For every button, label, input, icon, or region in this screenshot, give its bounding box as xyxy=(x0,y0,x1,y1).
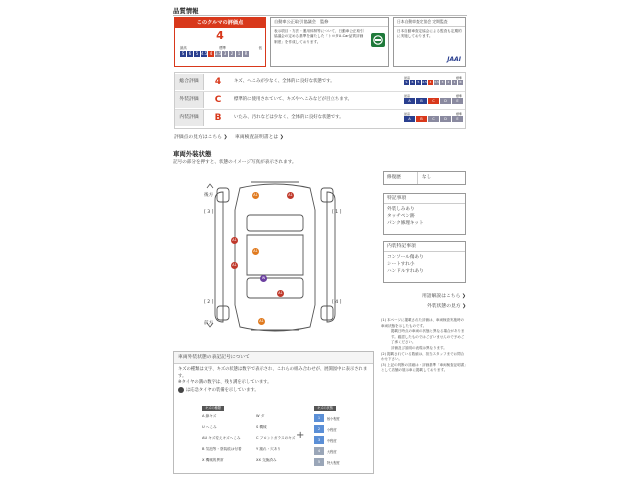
scale-cell: S xyxy=(405,80,408,84)
row-scale xyxy=(404,94,463,104)
inspection-cert-link[interactable]: 車両検査証明書とは ❯ xyxy=(235,135,284,140)
kind-item: B 気泡等・塗装痕は付着 xyxy=(202,447,242,451)
scale-cell: 5 xyxy=(417,80,420,84)
label-side-2: [ 2 ] xyxy=(204,300,214,305)
jaaa-seal-icon xyxy=(371,33,385,47)
scale-cell: S xyxy=(181,51,185,56)
scale-cell-active: 4 xyxy=(429,80,432,84)
spare-tire-icon xyxy=(178,387,184,393)
scale-cell: 3.5 xyxy=(434,80,439,84)
note-line: (3) 上記の判断の詳細は・評価基準「車両検査証明書」として店舗の展示車に掲載しております。 xyxy=(381,362,466,373)
scale-low-label: 低 xyxy=(258,46,262,50)
scale-cell: E xyxy=(452,98,463,104)
levels-table xyxy=(314,406,354,466)
damage-marker[interactable]: A1 xyxy=(259,319,264,323)
level-text: 小程度 xyxy=(327,427,337,432)
label-side-3: [ 3 ] xyxy=(204,210,214,215)
jaai-title: 日本自動車査定協会 定期監査 xyxy=(394,18,465,27)
interior-item: ハンドルすれあり xyxy=(387,269,424,274)
rating-title: このクルマの評価点 xyxy=(175,18,265,28)
repair-label: 修復歴 xyxy=(384,172,418,184)
legend-title: 車両外装状態の表記記号について xyxy=(174,352,373,364)
level-text: 極小程度 xyxy=(327,416,340,421)
kind-item: U へこみ xyxy=(202,425,217,429)
scale-cell: C xyxy=(428,116,439,122)
kind-item: Y 割れ・穴あり xyxy=(256,447,281,451)
interior-item: シートすれ小 xyxy=(387,262,415,267)
row-text: 標準的に使用されていて、キズやへこみなどが目立ちます。 xyxy=(234,97,353,102)
scale-cell: A xyxy=(404,116,415,122)
scale-cell: E xyxy=(452,116,463,122)
kind-item: W ダ xyxy=(256,414,265,418)
row-grade: B xyxy=(214,113,222,123)
damage-marker[interactable]: A1 xyxy=(232,238,237,242)
interior-notes-box xyxy=(383,241,466,283)
scale-cell: 1 xyxy=(453,80,456,84)
label-side-4: [ 4 ] xyxy=(332,300,342,305)
scale-cell: 3 xyxy=(441,80,444,84)
plus-icon: + xyxy=(296,430,305,441)
level-text: 大程度 xyxy=(327,449,337,454)
legend-note: は応急タイヤの装備を示しています。 xyxy=(186,387,259,393)
scale-cell: A xyxy=(404,98,415,104)
note-line: 評価及び説明の表現は異なります。 xyxy=(391,345,447,350)
scale-cell: R xyxy=(244,51,248,56)
label-side-1: [ 1 ] xyxy=(332,210,342,215)
interior-title: 内装特記事項 xyxy=(384,242,465,252)
kind-item: X 機械的異常 xyxy=(202,458,224,462)
rating-box xyxy=(174,17,266,67)
row-label: 総合評価 xyxy=(175,74,204,90)
repair-history-box xyxy=(383,171,466,185)
scale-cell: 2 xyxy=(230,51,234,56)
damage-marker[interactable]: A1 xyxy=(253,193,258,197)
scale-top-label: 最高 xyxy=(404,94,411,98)
kinds-header: キズの種類 xyxy=(202,406,224,411)
exterior-subtext: 記号の部分を押すと、状態のイメージ写真が表示されます。 xyxy=(173,160,297,165)
glossary-link[interactable]: 用語解説はこちら ❯ xyxy=(422,294,466,299)
scale-cell: 3.5 xyxy=(215,51,222,56)
row-text: いたみ、汚れなどは少なく、全体的に良好な状態です。 xyxy=(234,115,344,120)
scale-cell: 6 xyxy=(188,51,192,56)
kind-item: AU キズ変えキズへこみ xyxy=(202,436,241,440)
row-grade: C xyxy=(214,95,222,105)
scale-cell: 6 xyxy=(411,80,414,84)
scale-cell: 4.5 xyxy=(422,80,427,84)
level-number: 1 xyxy=(314,414,324,422)
rating-guide-link[interactable]: 評価点の見方はこちら ❯ xyxy=(174,135,228,140)
scale-cell: 5 xyxy=(195,51,199,56)
note-line: 掲載日時点の車両の状態と異なる場合があります。確認したものではございませんので予めご了承ください。 xyxy=(391,329,465,345)
jaai-text: 日本自動車査定協会による監査も定期的に実施しております。 xyxy=(397,29,462,39)
damage-marker[interactable]: W xyxy=(261,276,266,280)
scale-mid-label: 標準 xyxy=(455,76,462,80)
scale-mid-label: 標準 xyxy=(455,112,462,116)
jaaa-box xyxy=(270,17,389,67)
level-number: 2 xyxy=(314,425,324,433)
car-diagram xyxy=(195,180,355,335)
levels-header: キズの状態 xyxy=(314,406,336,411)
jaaa-title: 自動車公正取引協議会 監修 xyxy=(271,18,388,27)
level-number: 3 xyxy=(314,436,324,444)
jaai-logo: JAAI xyxy=(447,56,461,63)
row-scale xyxy=(404,76,463,85)
scale-cell: 4.5 xyxy=(201,51,208,56)
row-grade: 4 xyxy=(214,77,222,87)
exterior-heading: 車両外装状態 xyxy=(173,150,212,158)
scale-cell-active: 4 xyxy=(209,51,213,56)
repair-value: なし xyxy=(422,175,432,180)
kinds-table xyxy=(202,406,310,470)
level-number: 4 xyxy=(314,447,324,455)
kind-item: XX 交換済み xyxy=(256,458,277,462)
damage-marker[interactable]: A1 xyxy=(278,291,283,295)
exterior-guide-link[interactable]: 外装状態の見方 ❯ xyxy=(427,304,467,309)
special-item: パンク修理キット xyxy=(387,221,424,226)
note-line: (1) 本ページに掲載された評価は、車両検査実施時の車両状態を示したものです。 xyxy=(381,318,464,328)
kind-item: S 機械 xyxy=(256,425,267,429)
scale-cell: 2 xyxy=(447,80,450,84)
scale-top-label: 最高 xyxy=(404,76,411,80)
quality-heading: 品質情報 xyxy=(173,7,199,15)
damage-marker[interactable]: A1 xyxy=(253,249,258,253)
damage-marker[interactable]: A1 xyxy=(232,263,237,267)
label-rear: 後方 xyxy=(204,193,214,198)
rating-scale xyxy=(180,51,250,57)
kind-item: C フロントガラスのキズ xyxy=(256,436,296,440)
scale-cell: D xyxy=(440,98,451,104)
note-line: (2) 掲載されている数値は、担当スタッフまでお問合わせ下さい。 xyxy=(381,351,465,362)
legend-text: キズの種類は文字、キズの状態は数字で表示され、これらの組み合わせが、展開図中に表示されます。 ※タイヤの溝の数字は、残り溝を示しています。 xyxy=(178,367,368,386)
scale-cell-active: C xyxy=(428,98,439,104)
car-outline xyxy=(195,180,355,335)
row-label: 外装評価 xyxy=(175,92,204,108)
scale-cell-active: B xyxy=(416,116,427,122)
row-label: 内装評価 xyxy=(175,110,204,126)
scale-cell: R xyxy=(459,80,462,84)
scale-top-label: 最高 xyxy=(180,46,187,50)
notes xyxy=(381,318,467,374)
interior-item: コンソール傷あり xyxy=(387,255,424,260)
scale-cell: B xyxy=(416,98,427,104)
scale-mid-label: 標準 xyxy=(455,94,462,98)
special-title: 特記事項 xyxy=(384,194,465,204)
special-item: タッチペン跡 xyxy=(387,214,415,219)
scale-mid-label: 標準 xyxy=(219,46,227,50)
damage-marker[interactable]: A1 xyxy=(288,193,293,197)
level-number: 5 xyxy=(314,458,324,466)
row-scale xyxy=(404,112,463,122)
special-notes-box xyxy=(383,193,466,235)
label-front: 前方 xyxy=(204,321,214,326)
special-item: 外装しみあり xyxy=(387,207,415,212)
scale-cell: 1 xyxy=(237,51,241,56)
scale-top-label: 最高 xyxy=(404,112,411,116)
legend-box xyxy=(173,351,374,474)
section-divider xyxy=(173,15,467,16)
rating-score: 4 xyxy=(216,29,224,42)
level-text: 特大程度 xyxy=(327,460,340,465)
row-text: キズ、へこみが少なく、全体的に良好な状態です。 xyxy=(234,79,335,84)
jaai-box xyxy=(393,17,466,67)
kind-item: A 線キズ xyxy=(202,414,217,418)
scale-cell: D xyxy=(440,116,451,122)
level-text: 中程度 xyxy=(327,438,337,443)
scale-cell: 3 xyxy=(223,51,227,56)
jaaa-text: 表示項目・方法・運用体制等について、日動車公正取引協議会の定める基準を満たした「トヨタU-Car品質評価制度」を作成しております。 xyxy=(274,29,364,44)
kinds-col-1 xyxy=(202,414,256,463)
